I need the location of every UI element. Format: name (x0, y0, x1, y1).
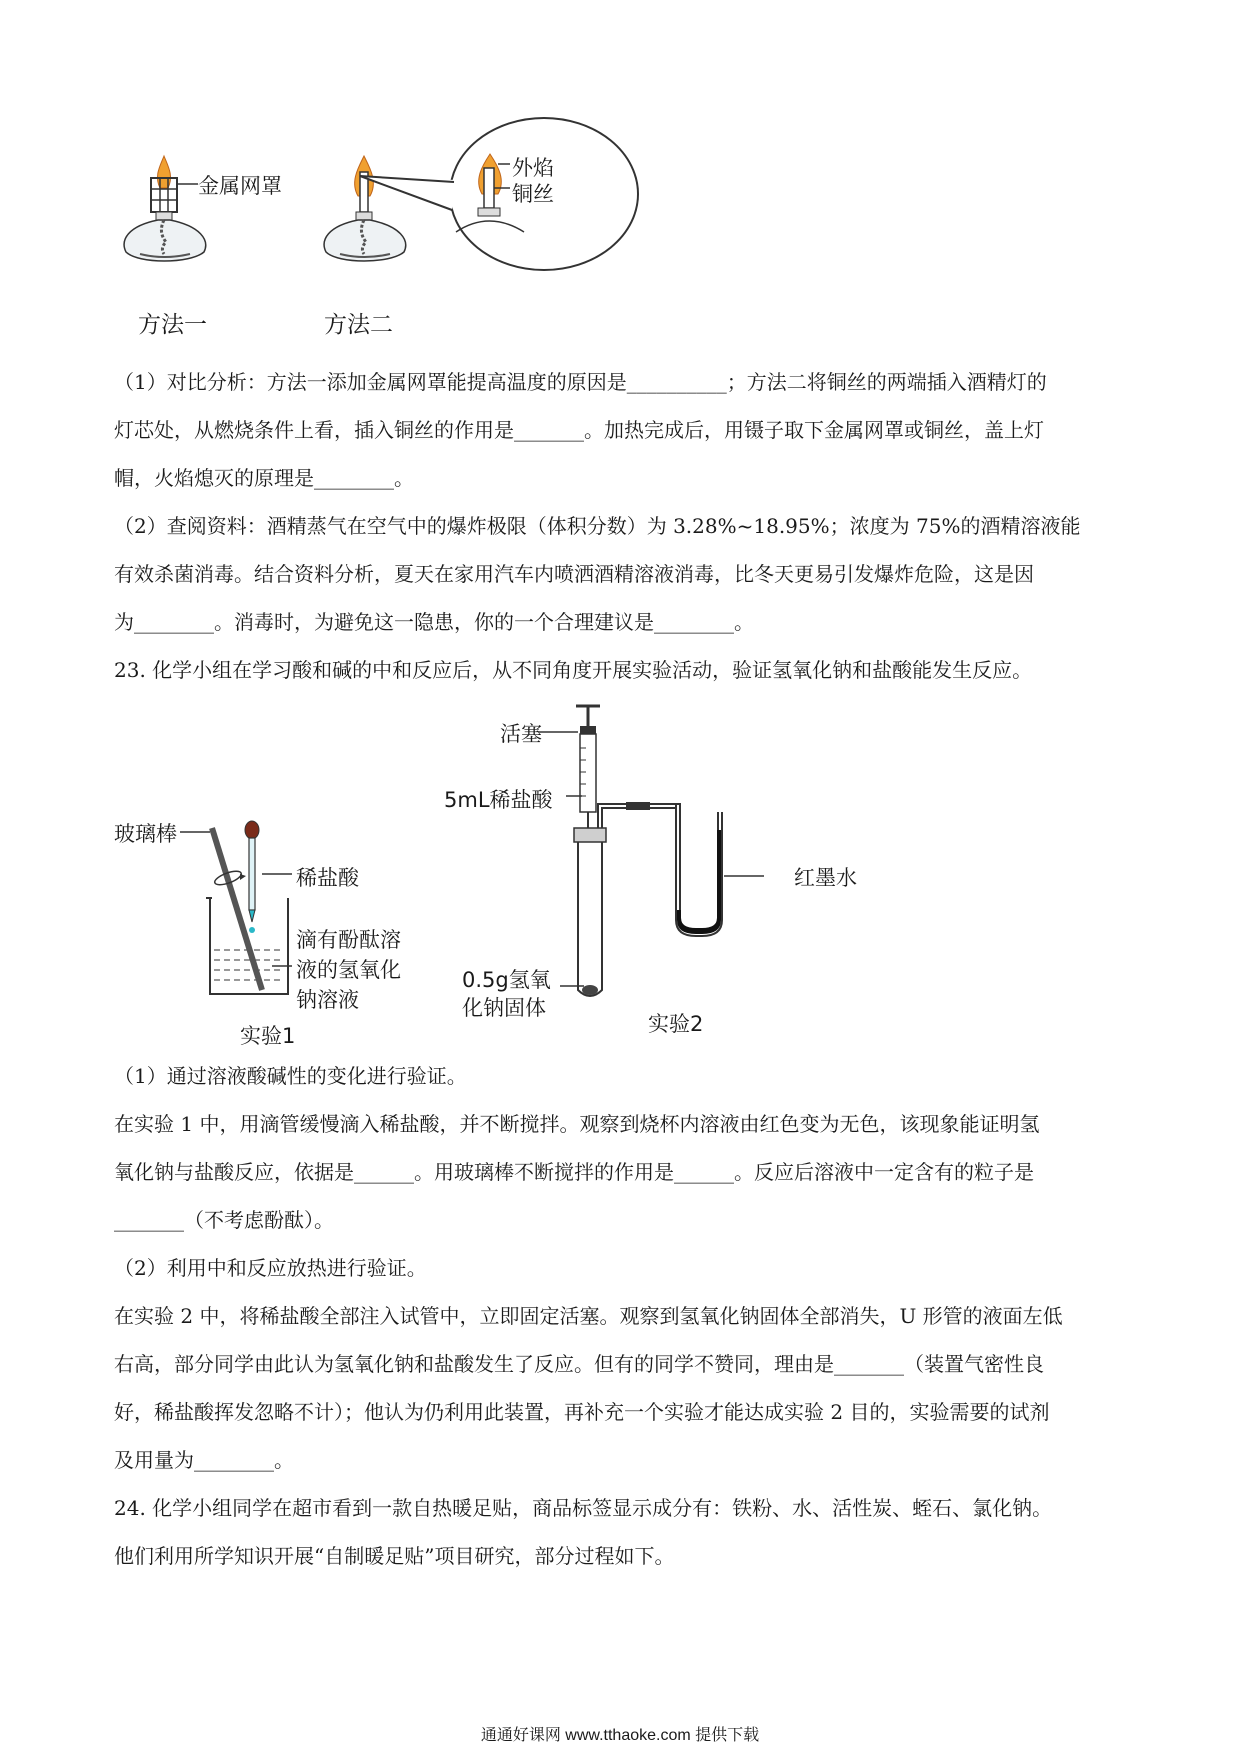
page-footer: 通通好课网 www.tthaoke.com 提供下载 (480, 1727, 760, 1744)
q24-text (114, 1484, 1132, 1580)
dilute-hcl-label: 稀盐酸 (296, 866, 359, 890)
copper-wire-label: 铜丝 (512, 182, 554, 206)
zoom-callout (360, 110, 640, 290)
syringe-hcl-label: 5mL稀盐酸 (444, 788, 553, 812)
exp2-leader-lines (538, 728, 808, 1028)
caption-method2: 方法二 (324, 312, 393, 338)
text-line: （2）查阅资料：酒精蒸气在空气中的爆炸极限（体积分数）为 3.28%~18.95%；浓度为 75%的酒精溶液能 (114, 514, 1081, 538)
q22-part2 (114, 502, 1132, 646)
text-line: 及用量为________。 (114, 1448, 294, 1472)
text-line: 23. 化学小组在学习酸和碱的中和反应后，从不同角度开展实验活动，验证氢氧化钠和盐酸能发生反应。 (114, 658, 1033, 682)
text-line: 24. 化学小组同学在超市看到一款自热暖足贴，商品标签显示成分有：铁粉、水、活性炭、蛭石、氯化钠。 (114, 1496, 1053, 1520)
exp1-leader-lines (180, 828, 300, 988)
text-line: （1）对比分析：方法一添加金属网罩能提高温度的原因是__________；方法二将铜丝的两端插入酒精灯的 (114, 370, 1047, 394)
mesh-leader-line (176, 182, 200, 186)
text-line: 帽，火焰熄灭的原理是________。 (114, 466, 414, 490)
q23-part2 (114, 1244, 1132, 1484)
text-line: _______（不考虑酚酞）。 (114, 1208, 334, 1232)
plunger-label: 活塞 (500, 722, 542, 746)
text-line: 氧化钠与盐酸反应，依据是______。用玻璃棒不断搅拌的作用是______。反应后溶液中一定含有的粒子是 (114, 1160, 1034, 1184)
text-line: 右高，部分同学由此认为氢氧化钠和盐酸发生了反应。但有的同学不赞同，理由是_______（装置气密性良 (114, 1352, 1044, 1376)
section-heading: （1）通过溶液酸碱性的变化进行验证。 (114, 1064, 467, 1088)
caption-method1: 方法一 (138, 312, 207, 338)
text-line: 灯芯处，从燃烧条件上看，插入铜丝的作用是_______。加热完成后，用镊子取下金属网罩或铜丝，盖上灯 (114, 418, 1044, 442)
section-heading: （2）利用中和反应放热进行验证。 (114, 1256, 427, 1280)
text-line: 有效杀菌消毒。结合资料分析，夏天在家用汽车内喷洒酒精溶液消毒，比冬天更易引发爆炸危险，这是因 (114, 562, 1034, 586)
text-line: 在实验 1 中，用滴管缓慢滴入稀盐酸，并不断搅拌。观察到烧杯内溶液由红色变为无色，该现象能证明氢 (114, 1112, 1040, 1136)
mesh-label: 金属网罩 (198, 174, 282, 198)
outer-flame-label: 外焰 (512, 156, 554, 180)
glass-rod-label: 玻璃棒 (114, 822, 177, 846)
text-line: 好，稀盐酸挥发忽略不计）；他认为仍利用此装置，再补充一个实验才能达成实验 2 目的，实验需要的试剂 (114, 1400, 1050, 1424)
phenolphthalein-solution-label-3: 钠溶液 (296, 988, 359, 1012)
naoh-solid-label-1: 0.5g氢氧 (462, 968, 551, 992)
phenolphthalein-solution-label-2: 液的氢氧化 (296, 958, 401, 982)
red-ink-label: 红墨水 (794, 866, 857, 890)
naoh-solid-label-2: 化钠固体 (462, 996, 546, 1020)
experiment2-caption: 实验2 (648, 1012, 704, 1036)
phenolphthalein-solution-label-1: 滴有酚酞溶 (296, 928, 401, 952)
experiment1-caption: 实验1 (240, 1024, 296, 1048)
text-line: 为________。消毒时，为避免这一隐患，你的一个合理建议是________。 (114, 610, 754, 634)
text-line: 他们利用所学知识开展“自制暖足贴”项目研究，部分过程如下。 (114, 1544, 675, 1568)
lamp-method1-figure (118, 148, 218, 278)
q22-part1 (114, 358, 1132, 502)
q23-intro (114, 646, 1132, 694)
text-line: 在实验 2 中，将稀盐酸全部注入试管中，立即固定活塞。观察到氢氧化钠固体全部消失，U 形管的液面左低 (114, 1304, 1063, 1328)
q23-part1 (114, 1052, 1132, 1244)
